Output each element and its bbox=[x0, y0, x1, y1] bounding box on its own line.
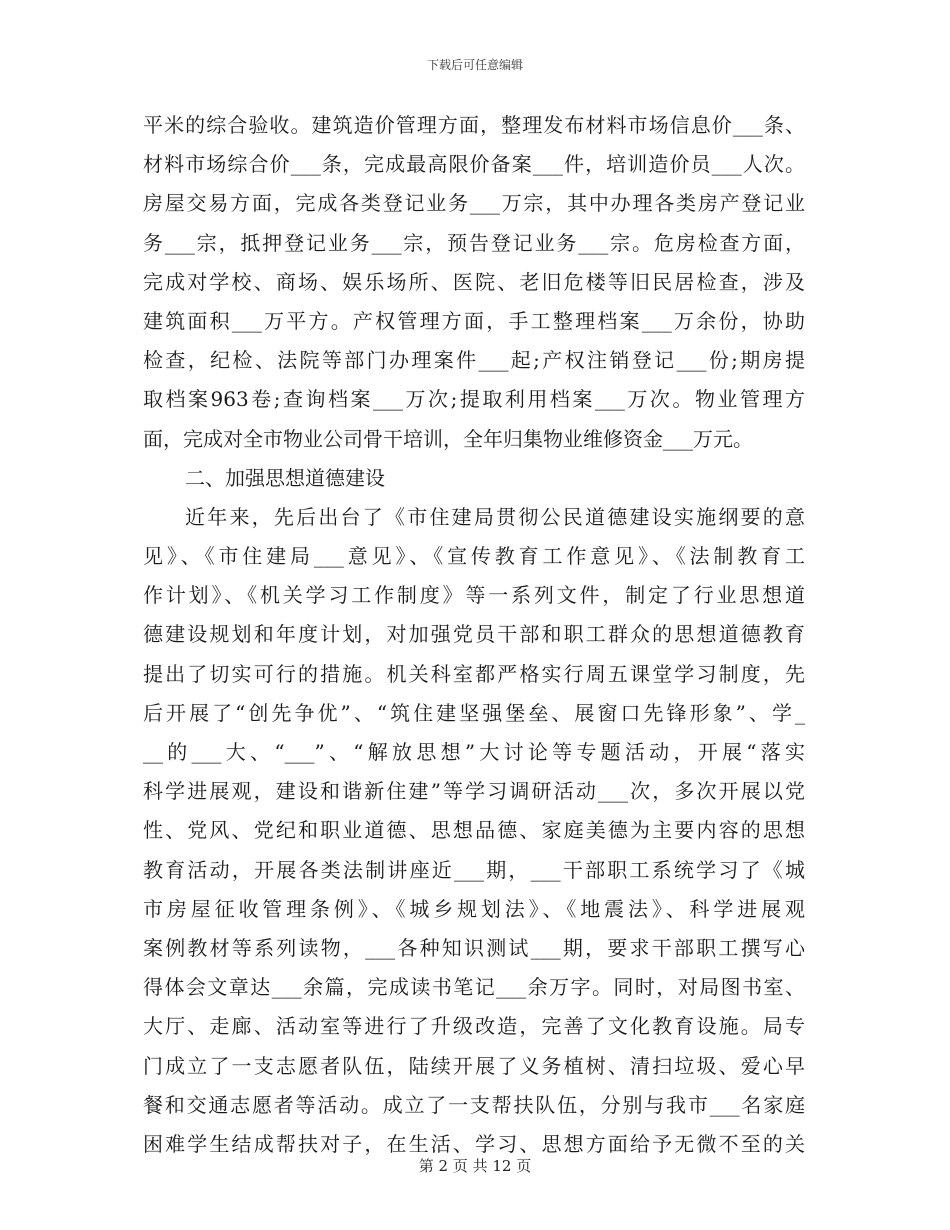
document-body bbox=[143, 106, 805, 1164]
text-line: 作计划》、《机关学习工作制度》等一系列文件，制定了行业思想道 bbox=[143, 583, 805, 608]
text-line: 近年来，先后出台了《市住建局贯彻公民道德建设实施纲要的意 bbox=[185, 504, 805, 529]
text-line: 材料市场综合价___条，完成最高限价备案___件，培训造价员___人次。 bbox=[143, 152, 805, 177]
text-line: 大厅、走廊、活动室等进行了升级改造，完善了文化教育设施。局专 bbox=[143, 1014, 805, 1039]
text-line: 案例教材等系列读物，___各种知识测试___期，要求干部职工撰写心 bbox=[143, 935, 805, 960]
text-line: 餐和交通志愿者等活动。成立了一支帮扶队伍，分别与我市___名家庭 bbox=[143, 1092, 805, 1117]
text-line: 房屋交易方面，完成各类登记业务___万宗，其中办理各类房产登记业 bbox=[143, 191, 805, 216]
text-line: 性、党风、党纪和职业道德、思想品德、家庭美德为主要内容的思想 bbox=[143, 818, 805, 843]
text-line: 完成对学校、商场、娱乐场所、医院、老旧危楼等旧民居检查，涉及 bbox=[143, 269, 805, 294]
text-line: 取档案963卷;查询档案___万次;提取利用档案___万次。物业管理方 bbox=[143, 387, 805, 412]
page-footer: 第 2 页 共 12 页 bbox=[418, 1157, 532, 1175]
text-line: __的___大、“___”、“解放思想”大讨论等专题活动，开展“落实 bbox=[143, 740, 805, 764]
text-line: 检查，纪检、法院等部门办理案件___起;产权注销登记___份;期房提 bbox=[143, 348, 805, 373]
text-line: 教育活动，开展各类法制讲座近___期，___干部职工系统学习了《城 bbox=[143, 857, 805, 882]
text-line: 困难学生结成帮扶对子，在生活、学习、思想方面给予无微不至的关 bbox=[143, 1131, 805, 1156]
text-line: 科学进展观，建设和谐新住建”等学习调研活动___次，多次开展以党 bbox=[143, 779, 805, 804]
paragraph-1 bbox=[143, 106, 805, 459]
text-line: 得体会文章达___余篇，完成读书笔记___余万字。同时，对局图书室、 bbox=[143, 975, 805, 1000]
text-line: 提出了切实可行的措施。机关科室都严格实行周五课堂学习制度，先 bbox=[143, 661, 805, 686]
text-line: 面，完成对全市物业公司骨干培训，全年归集物业维修资金___万元。 bbox=[143, 426, 753, 451]
text-line: 平米的综合验收。建筑造价管理方面，整理发布材料市场信息价___条、 bbox=[143, 113, 805, 137]
text-line: 市房屋征收管理条例》、《城乡规划法》、《地震法》、科学进展观 bbox=[143, 896, 805, 921]
text-line: 务___宗，抵押登记业务___宗，预告登记业务___宗。危房检查方面， bbox=[143, 230, 805, 255]
paragraph-2 bbox=[143, 498, 805, 1164]
text-line: 建筑面积___万平方。产权管理方面，手工整理档案___万余份，协助 bbox=[143, 308, 805, 333]
text-line: 后开展了“创先争优”、“筑住建坚强堡垒、展窗口先锋形象”、学_ bbox=[143, 700, 805, 725]
page-header: 下载后可任意编辑 bbox=[426, 58, 523, 72]
section-heading: 二、加强思想道德建设 bbox=[185, 465, 385, 490]
text-line: 德建设规划和年度计划，对加强党员干部和职工群众的思想道德教育 bbox=[143, 622, 805, 647]
text-line: 见》、《市住建局___意见》、《宣传教育工作意见》、《法制教育工 bbox=[143, 544, 805, 569]
text-line: 门成立了一支志愿者队伍，陆续开展了义务植树、清扫垃圾、爱心早 bbox=[143, 1053, 805, 1078]
